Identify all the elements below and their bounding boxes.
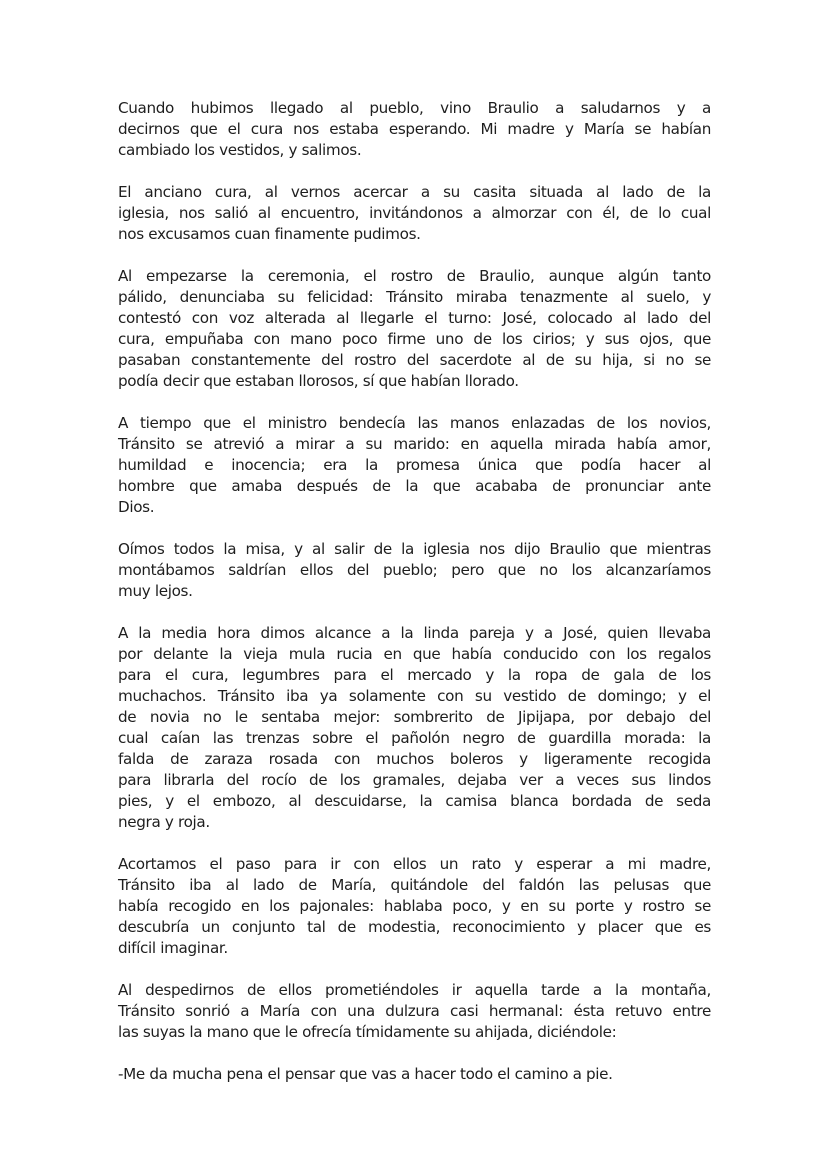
- paragraph-8: [118, 980, 711, 1043]
- text-line: cura, empuñaba con mano poco firme uno de los cirios; y sus ojos, que: [118, 330, 711, 348]
- paragraph-6: [118, 623, 711, 833]
- text-line: pasaban constantemente del rostro del sacerdote al de su hija, si no se: [118, 351, 711, 369]
- text-line: para el cura, legumbres para el mercado y la ropa de gala de los: [118, 666, 711, 684]
- text-line: Al despedirnos de ellos prometiéndoles ir aquella tarde a la montaña,: [118, 981, 711, 999]
- paragraph-5: [118, 539, 711, 602]
- text-line: montábamos saldrían ellos del pueblo; pero que no los alcanzaríamos: [118, 561, 711, 579]
- text-line: muchachos. Tránsito iba ya solamente con su vestido de domingo; y el: [118, 687, 711, 705]
- paragraph-9: [118, 1064, 711, 1085]
- text-line: Al empezarse la ceremonia, el rostro de Braulio, aunque algún tanto: [118, 267, 711, 285]
- text-line: contestó con voz alterada al llegarle el turno: José, colocado al lado del: [118, 309, 711, 327]
- text-line: falda de zaraza rosada con muchos boleros y ligeramente recogida: [118, 750, 711, 768]
- text-line: de novia no le sentaba mejor: sombrerito de Jipijapa, por debajo del: [118, 708, 711, 726]
- text-line: podía decir que estaban llorosos, sí que habían llorado.: [118, 372, 519, 390]
- paragraph-1: [118, 98, 711, 161]
- text-line: Cuando hubimos llegado al pueblo, vino Braulio a saludarnos y a: [118, 99, 711, 117]
- text-line: las suyas la mano que le ofrecía tímidamente su ahijada, diciéndole:: [118, 1023, 617, 1041]
- text-line: cual caían las trenzas sobre el pañolón negro de guardilla morada: la: [118, 729, 711, 747]
- text-line: Tránsito sonrió a María con una dulzura casi hermanal: ésta retuvo entre: [118, 1002, 711, 1020]
- text-line: A la media hora dimos alcance a la linda pareja y a José, quien llevaba: [118, 624, 711, 642]
- paragraph-4: [118, 413, 711, 518]
- text-line: humildad e inocencia; era la promesa única que podía hacer al: [118, 456, 711, 474]
- document-page: [118, 98, 711, 1106]
- text-line: El anciano cura, al vernos acercar a su casita situada al lado de la: [118, 183, 711, 201]
- text-line: pies, y el embozo, al descuidarse, la camisa blanca bordada de seda: [118, 792, 711, 810]
- text-line: hombre que amaba después de la que acababa de pronunciar ante: [118, 477, 711, 495]
- text-line: por delante la vieja mula rucia en que había conducido con los regalos: [118, 645, 711, 663]
- text-line: iglesia, nos salió al encuentro, invitándonos a almorzar con él, de lo cual: [118, 204, 711, 222]
- paragraph-3: [118, 266, 711, 392]
- text-line: -Me da mucha pena el pensar que vas a hacer todo el camino a pie.: [118, 1065, 613, 1083]
- paragraph-7: [118, 854, 711, 959]
- text-line: nos excusamos cuan finamente pudimos.: [118, 225, 421, 243]
- text-line: difícil imaginar.: [118, 939, 228, 957]
- text-line: Acortamos el paso para ir con ellos un rato y esperar a mi madre,: [118, 855, 711, 873]
- text-line: descubría un conjunto tal de modestia, reconocimiento y placer que es: [118, 918, 711, 936]
- text-line: A tiempo que el ministro bendecía las manos enlazadas de los novios,: [118, 414, 711, 432]
- text-line: pálido, denunciaba su felicidad: Tránsito miraba tenazmente al suelo, y: [118, 288, 711, 306]
- text-line: Dios.: [118, 498, 155, 516]
- text-line: había recogido en los pajonales: hablaba poco, y en su porte y rostro se: [118, 897, 711, 915]
- text-line: decirnos que el cura nos estaba esperando. Mi madre y María se habían: [118, 120, 711, 138]
- text-line: Tránsito se atrevió a mirar a su marido: en aquella mirada había amor,: [118, 435, 711, 453]
- text-line: muy lejos.: [118, 582, 193, 600]
- text-line: negra y roja.: [118, 813, 210, 831]
- text-line: para librarla del rocío de los gramales, dejaba ver a veces sus lindos: [118, 771, 711, 789]
- text-line: Oímos todos la misa, y al salir de la iglesia nos dijo Braulio que mientras: [118, 540, 711, 558]
- paragraph-2: [118, 182, 711, 245]
- text-line: cambiado los vestidos, y salimos.: [118, 141, 362, 159]
- text-line: Tránsito iba al lado de María, quitándole del faldón las pelusas que: [118, 876, 711, 894]
